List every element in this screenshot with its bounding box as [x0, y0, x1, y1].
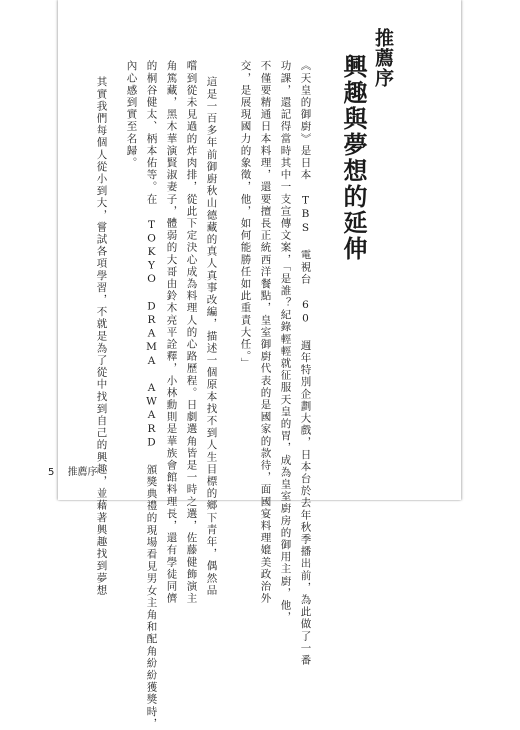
text-column: 其實我們每個人從小到大，嘗試各項學習，不就是為了從中找到自己的興趣，並藉著興趣找到夢想 [95, 76, 108, 597]
running-head: 推薦序 [67, 467, 98, 478]
text-column: 《天皇的御廚》是日本 TBS 電視台 60 週年特別企劃大戲，日本台於去年秋季播出前，為此做了一番 [299, 60, 312, 667]
text-column: 的桐谷健太、柄本佑等。在 TOKYO DRAMA AWARD 頒獎典禮的現場看見男女主角和配角紛紛獲獎時， [145, 60, 158, 730]
preface-label: 推薦序 [372, 28, 394, 88]
text-column: 嚐到從未見過的炸肉排，從此下定決心成為料理人的心路歷程。日劇選角皆是一時之選，佐藤健飾演主 [185, 60, 198, 605]
text-column: 交，是展現國力的象徵，他，如何能勝任如此重責大任。」 [239, 60, 252, 370]
text-column: 不僅要精通日本料理，還要擅長正統西洋餐點，皇室御廚代表的是國家的款待，面國宴料理媲美政治外 [259, 60, 272, 605]
page-title: 興趣與夢想的延伸 [339, 54, 368, 262]
page-number: 5 [48, 467, 55, 478]
text-column: 這是一百多年前御廚秋山德藏的真人真事改編，描述一個原本找不到人生目標的鄉下青年，偶然品 [205, 76, 218, 597]
text-column: 角篤藏，黑木華演賢淑妻子，體弱的大哥由鈴木亮平詮釋，小林勳則是華族會館料理長，還有學徒同儕 [165, 60, 178, 605]
text-column: 功課，還記得當時其中一支宣傳文案，「是誰？紀錄輕輕就征服天皇的胃，成為皇室廚房的御用主廚，他， [279, 60, 292, 624]
page-footer [48, 463, 98, 478]
text-column: 內心感到實至名歸。 [125, 60, 138, 169]
